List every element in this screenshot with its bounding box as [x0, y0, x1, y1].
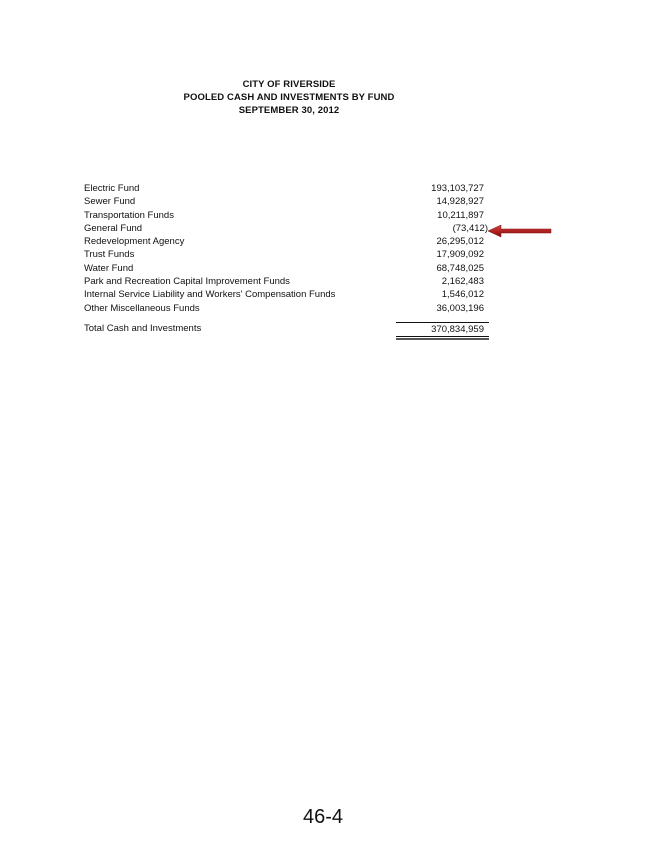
fund-name: General Fund: [84, 222, 143, 234]
total-amount: 370,834,959: [396, 322, 489, 336]
fund-name: Electric Fund: [84, 183, 140, 194]
double-underline: [396, 336, 489, 340]
fund-row: [84, 182, 494, 195]
funds-table: [84, 182, 494, 335]
fund-name: Sewer Fund: [84, 196, 136, 208]
fund-row: [84, 248, 494, 261]
report-title-city: CITY OF RIVERSIDE: [242, 79, 336, 90]
fund-name: Redevelopment Agency: [84, 236, 185, 248]
report-title-date: SEPTEMBER 30, 2012: [238, 105, 340, 116]
fund-row: [84, 195, 494, 208]
total-row: [84, 322, 494, 335]
fund-row: [84, 262, 494, 275]
fund-name: Other Miscellaneous Funds: [84, 302, 200, 314]
report-header: [0, 78, 648, 117]
fund-amount: 193,103,727: [431, 183, 484, 194]
fund-amount: 17,909,092: [436, 249, 484, 261]
fund-row: [84, 275, 494, 288]
fund-name: Internal Service Liability and Workers' Compensation Funds: [84, 289, 336, 301]
fund-amount: (73,412): [452, 222, 488, 234]
fund-name: Transportation Funds: [84, 209, 174, 221]
highlight-arrow-icon: [488, 224, 552, 238]
total-label: Total Cash and Investments: [84, 322, 202, 334]
fund-row: [84, 302, 494, 315]
fund-amount: 26,295,012: [436, 236, 484, 248]
fund-amount: 36,003,196: [436, 302, 484, 314]
fund-row: [84, 222, 494, 235]
page-number: 46-4: [302, 806, 344, 828]
fund-amount: 2,162,483: [441, 276, 484, 288]
fund-row: [84, 288, 494, 301]
fund-name: Park and Recreation Capital Improvement Funds: [84, 276, 290, 288]
fund-name: Trust Funds: [84, 249, 135, 261]
fund-row: [84, 235, 494, 248]
fund-row: [84, 209, 494, 222]
fund-amount: 1,546,012: [441, 289, 484, 301]
report-title-subject: POOLED CASH AND INVESTMENTS BY FUND: [183, 92, 395, 103]
fund-amount: 14,928,927: [436, 196, 484, 208]
fund-name: Water Fund: [84, 262, 134, 274]
fund-amount: 68,748,025: [436, 262, 484, 274]
fund-amount: 10,211,897: [437, 209, 484, 221]
